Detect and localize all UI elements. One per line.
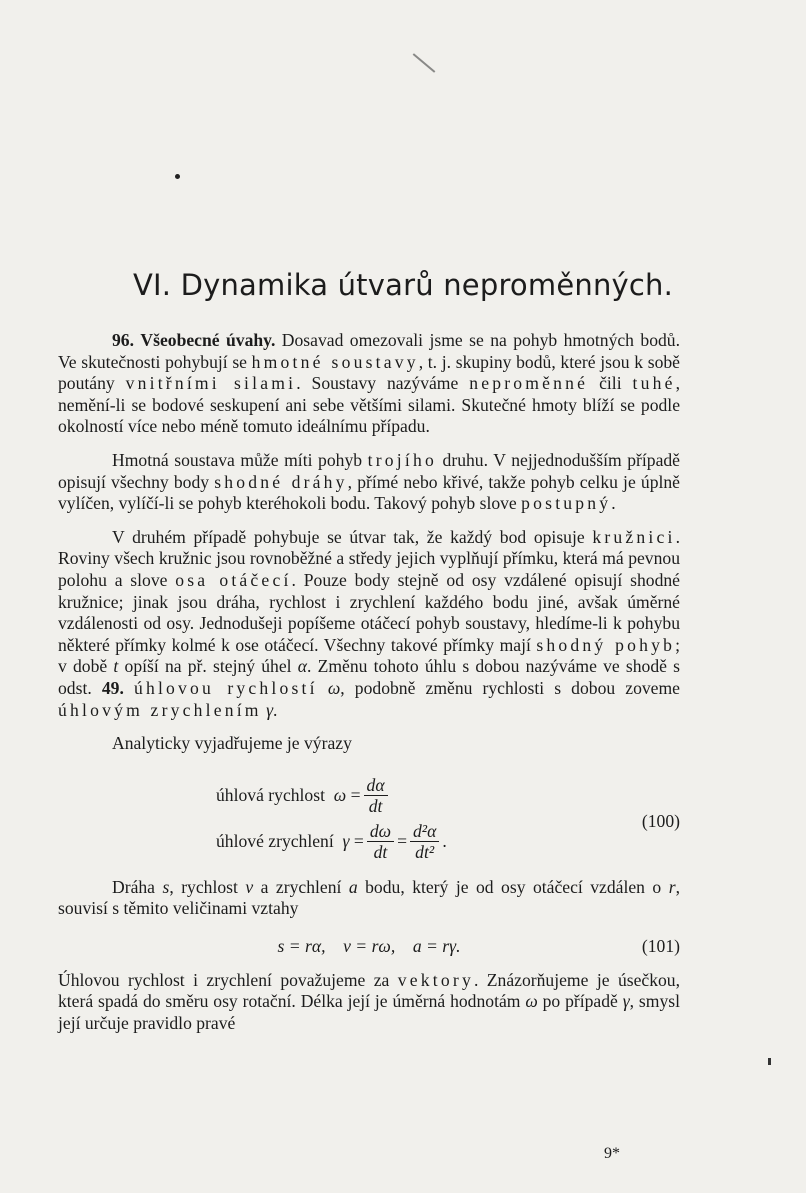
- equation-number: (100): [641, 810, 680, 831]
- ink-mark: [768, 1058, 771, 1065]
- equation-formula: s = rα, v = rω, a = rγ.: [277, 935, 461, 956]
- scratch-mark: [413, 53, 436, 73]
- paragraph-4: Analyticky vyjadřujeme je výrazy: [112, 733, 352, 754]
- fraction: $\frac{\text{d²α}}{\text{dt²}}$: [410, 821, 439, 862]
- paragraph-96: 96. Všeobecné úvahy. Dosavad omezovali jsme se na pohyb hmotných bodů. Ve skutečnosti pohybují se hmotné soustavy, t. j. skupiny bodů, které jsou k sobě poutány vnitřními silami. Soustavy nazýváme neproměnné čili tuhé, nemění-li se bodové seskupení ani sebe většími silami. Skutečné hmoty blíží se podle okolností více nebo méně tomuto ideálnímu případu.: [58, 330, 680, 437]
- section-heading: Všeobecné úvahy.: [140, 330, 276, 350]
- chapter-title: VI. Dynamika útvarů neproměnných.: [132, 268, 674, 302]
- paragraph-3: V druhém případě pohybuje se útvar tak, že každý bod opisuje kružnici. Roviny všech kružnic jsou rovnoběžné a středy jejich vyplňují přímku, která má pevnou polohu a slove osa otáčecí. Pouze body stejně od osy vzdálené opisují shodné kružnice; jinak jsou dráha, rychlost i zrychlení každého bodu jiné, avšak úměrné vzdálenosti od osy. Jednodušeji popíšeme otáčecí pohyb soustavy, hledíme-li k pohybu některé přímky kolmé k ose otáčecí. Všechny takové přímky mají shodný pohyb; v době t opíší na př. stejný úhel α. Změnu tohoto úhlu s dobou nazýváme ve shodě s odst. 49. úhlovou rychlostí ω, podobně změnu rychlosti s dobou zoveme úhlovým zrychlením γ.: [58, 526, 681, 720]
- equation-row-2: úhlové zrychlení γ = $\frac{d\omega}{dt}$ = $\frac{\text{d²α}}{\text{dt²}}$ .: [216, 821, 447, 863]
- equation-number: (101): [641, 935, 680, 956]
- page-number: 9*: [604, 1145, 620, 1162]
- body-text: [58, 330, 680, 1047]
- ink-dot: [175, 174, 180, 179]
- equation-row-1: úhlová rychlost ω = $\frac{d\alpha}{dt}$: [58, 773, 680, 819]
- section-number: 96.: [112, 330, 134, 350]
- paragraph-2: Hmotná soustava může míti pohyb trojího druhu. V nejjednodušším případě opisují všechny body shodné dráhy, přímé nebo křivé, takže pohyb celku je úplně vylíčen, vylíčí-li se pohyb kteréhokoli bodu. Takový pohyb slove postupný.: [58, 449, 680, 514]
- fraction: $\frac{d\alpha}{dt}$: [364, 775, 388, 816]
- equation-101: [58, 926, 680, 966]
- equation-100: [58, 773, 680, 865]
- paragraph-5: Dráha s, rychlost v a zrychlení a bodu, který je od osy otáčecí vzdálen o r, souvisí s těmito veličinami vztahy: [58, 876, 680, 919]
- paragraph-6: Úhlovou rychlost i zrychlení považujeme za vektory. Znázorňujeme je úsečkou, která spadá do směru osy rotační. Délka její je úměrná hodnotám ω po případě γ, smysl její určuje pravidlo pravé: [58, 969, 680, 1034]
- fraction: $\frac{d\omega}{dt}$: [367, 821, 394, 862]
